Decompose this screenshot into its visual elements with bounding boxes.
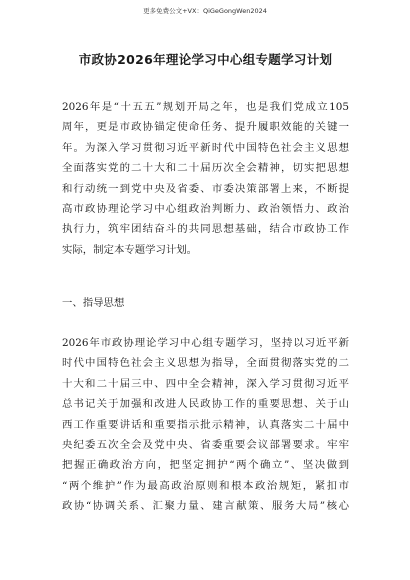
intro-line-6: 高市政协理论学习中心组政治判断力、政治领悟力、政治: [62, 202, 349, 215]
section1-line-9: 政协“协调关系、汇聚力量、建言献策、服务大局”核心: [62, 500, 349, 513]
intro-line-7: 执行力，筑牢团结奋斗的共同思想基础，结合市政协工作: [62, 223, 349, 236]
section1-line-1: 2026年市政协理论学习中心组专题学习，坚持以习近平新: [62, 337, 349, 349]
section-heading-guiding-ideology: 一、指导思想: [62, 297, 125, 309]
section1-paragraph: [62, 333, 349, 517]
section1-line-6: 央纪委五次全会及党中央、省委重要会议部署要求。牢牢: [62, 438, 349, 451]
intro-line-8: 实际，制定本专题学习计划。: [62, 243, 198, 256]
intro-line-4: 全面落实党的二十大和二十届历次全会精神，切实把思想: [62, 162, 349, 175]
section1-line-3: 十大和二十届三中、四中全会精神，深入学习贯彻习近平: [62, 377, 349, 390]
header-watermark: 更多免费公文+VX：QiGeGongWen2024: [143, 7, 267, 15]
section1-line-5: 西工作重要讲话和重要指示批示精神，认真落实二十届中: [62, 418, 349, 431]
document-title: 市政协2026年理论学习中心组专题学习计划: [78, 52, 333, 67]
intro-line-1: 2026年是“十五五”规划开局之年，也是我们党成立105: [62, 101, 349, 113]
section1-line-8: “两个维护”作为最高政治原则和根本政治规矩，紧扣市: [62, 479, 349, 492]
section1-line-7: 把握正确政治方向，把坚定拥护“两个确立”、坚决做到: [62, 459, 349, 472]
intro-line-2: 周年，更是市政协锚定使命任务、提升履职效能的关键一: [62, 121, 349, 134]
section1-line-4: 总书记关于加强和改进人民政协工作的重要思想、关于山: [62, 398, 349, 411]
intro-line-3: 年。为深入学习贯彻习近平新时代中国特色社会主义思想: [62, 141, 349, 154]
section1-line-2: 时代中国特色社会主义思想为指导，全面贯彻落实党的二: [62, 357, 349, 370]
intro-line-5: 和行动统一到党中央及省委、市委决策部署上来，不断提: [62, 182, 349, 195]
intro-paragraph: [62, 97, 349, 260]
